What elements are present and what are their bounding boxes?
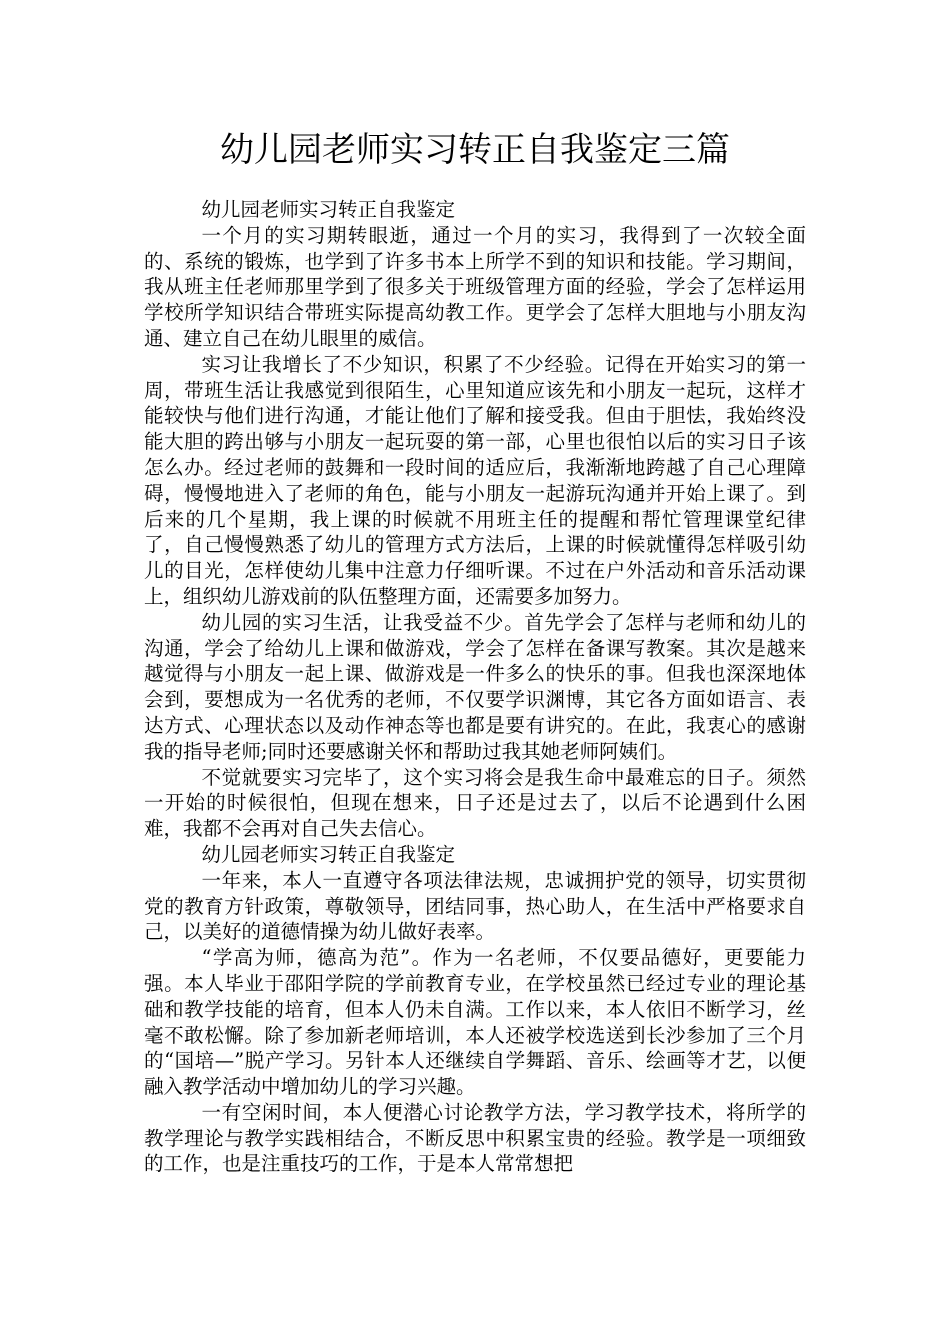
paragraph: 实习让我增长了不少知识，积累了不少经验。记得在开始实习的第一周，带班生活让我感觉到很陌生，心里知道应该先和小朋友一起玩，这样才能较快与他们进行沟通，才能让他们了解和接受我。但由于胆怯，我始终没能大胆的跨出够与小朋友一起玩耍的第一部，心里也很怕以后的实习日子该怎么办。经过老师的鼓舞和一段时间的适应后，我渐渐地跨越了自己心理障碍，慢慢地进入了老师的角色，能与小朋友一起游玩沟通并开始上课了。到后来的几个星期，我上课的时候就不用班主任的提醒和帮忙管理课堂纪律了，自己慢慢熟悉了幼儿的管理方式方法后，上课的时候就懂得怎样吸引幼儿的目光，怎样使幼儿集中注意力仔细听课。不过在户外活动和音乐活动课上，组织幼儿游戏前的队伍整理方面，还需要多加努力。 [144,352,806,608]
section-heading-1: 幼儿园老师实习转正自我鉴定 [201,198,456,221]
paragraph: 不觉就要实习完毕了，这个实习将会是我生命中最难忘的日子。须然一开始的时候很怕，但现在想来，日子还是过去了，以后不论遇到什么困难，我都不会再对自己失去信心。 [144,765,806,841]
document-title: 幼儿园老师实习转正自我鉴定三篇 [220,130,730,170]
paragraph: 一有空闲时间，本人便潜心讨论教学方法，学习教学技术，将所学的教学理论与教学实践相结合，不断反思中积累宝贵的经验。教学是一项细致的工作，也是注重技巧的工作，于是本人常常想把 [144,1100,806,1176]
paragraph: 一个月的实习期转眼逝，通过一个月的实习，我得到了一次较全面的、系统的锻炼，也学到了许多书本上所学不到的知识和技能。学习期间，我从班主任老师那里学到了很多关于班级管理方面的经验，学会了怎样运用学校所学知识结合带班实际提高幼教工作。更学会了怎样大胆地与小朋友沟通、建立自己在幼儿眼里的威信。 [144,223,806,350]
section-heading-2: 幼儿园老师实习转正自我鉴定 [201,842,456,866]
paragraph: 一年来，本人一直遵守各项法律法规，忠诚拥护党的领导，切实贯彻党的教育方针政策，尊敬领导，团结同事，热心助人，在生活中严格要求自己，以美好的道德情操为幼儿做好表率。 [144,868,806,944]
paragraph: 幼儿园的实习生活，让我受益不少。首先学会了怎样与老师和幼儿的沟通，学会了给幼儿上课和做游戏，学会了怎样在备课写教案。其次是越来越觉得与小朋友一起上课、做游戏是一件多么的快乐的事。但我也深深地体会到，要想成为一名优秀的老师，不仅要学识渊博，其它各方面如语言、表达方式、心理状态以及动作神态等也都是要有讲究的。在此，我衷心的感谢我的指导老师;同时还要感谢关怀和帮助过我其她老师阿姨们。 [144,610,806,763]
paragraph: “学高为师，德高为范”。作为一名老师，不仅要品德好，更要能力强。本人毕业于邵阳学院的学前教育专业，在学校虽然已经过专业的理论基础和教学技能的培育，但本人仍未自满。工作以来，本人依旧不断学习，丝毫不敢松懈。除了参加新老师培训，本人还被学校选送到长沙参加了三个月的“国培—”脱产学习。另针本人还继续自学舞蹈、音乐、绘画等才艺，以便融入教学活动中增加幼儿的学习兴趣。 [144,946,806,1099]
document-body [144,197,806,1177]
